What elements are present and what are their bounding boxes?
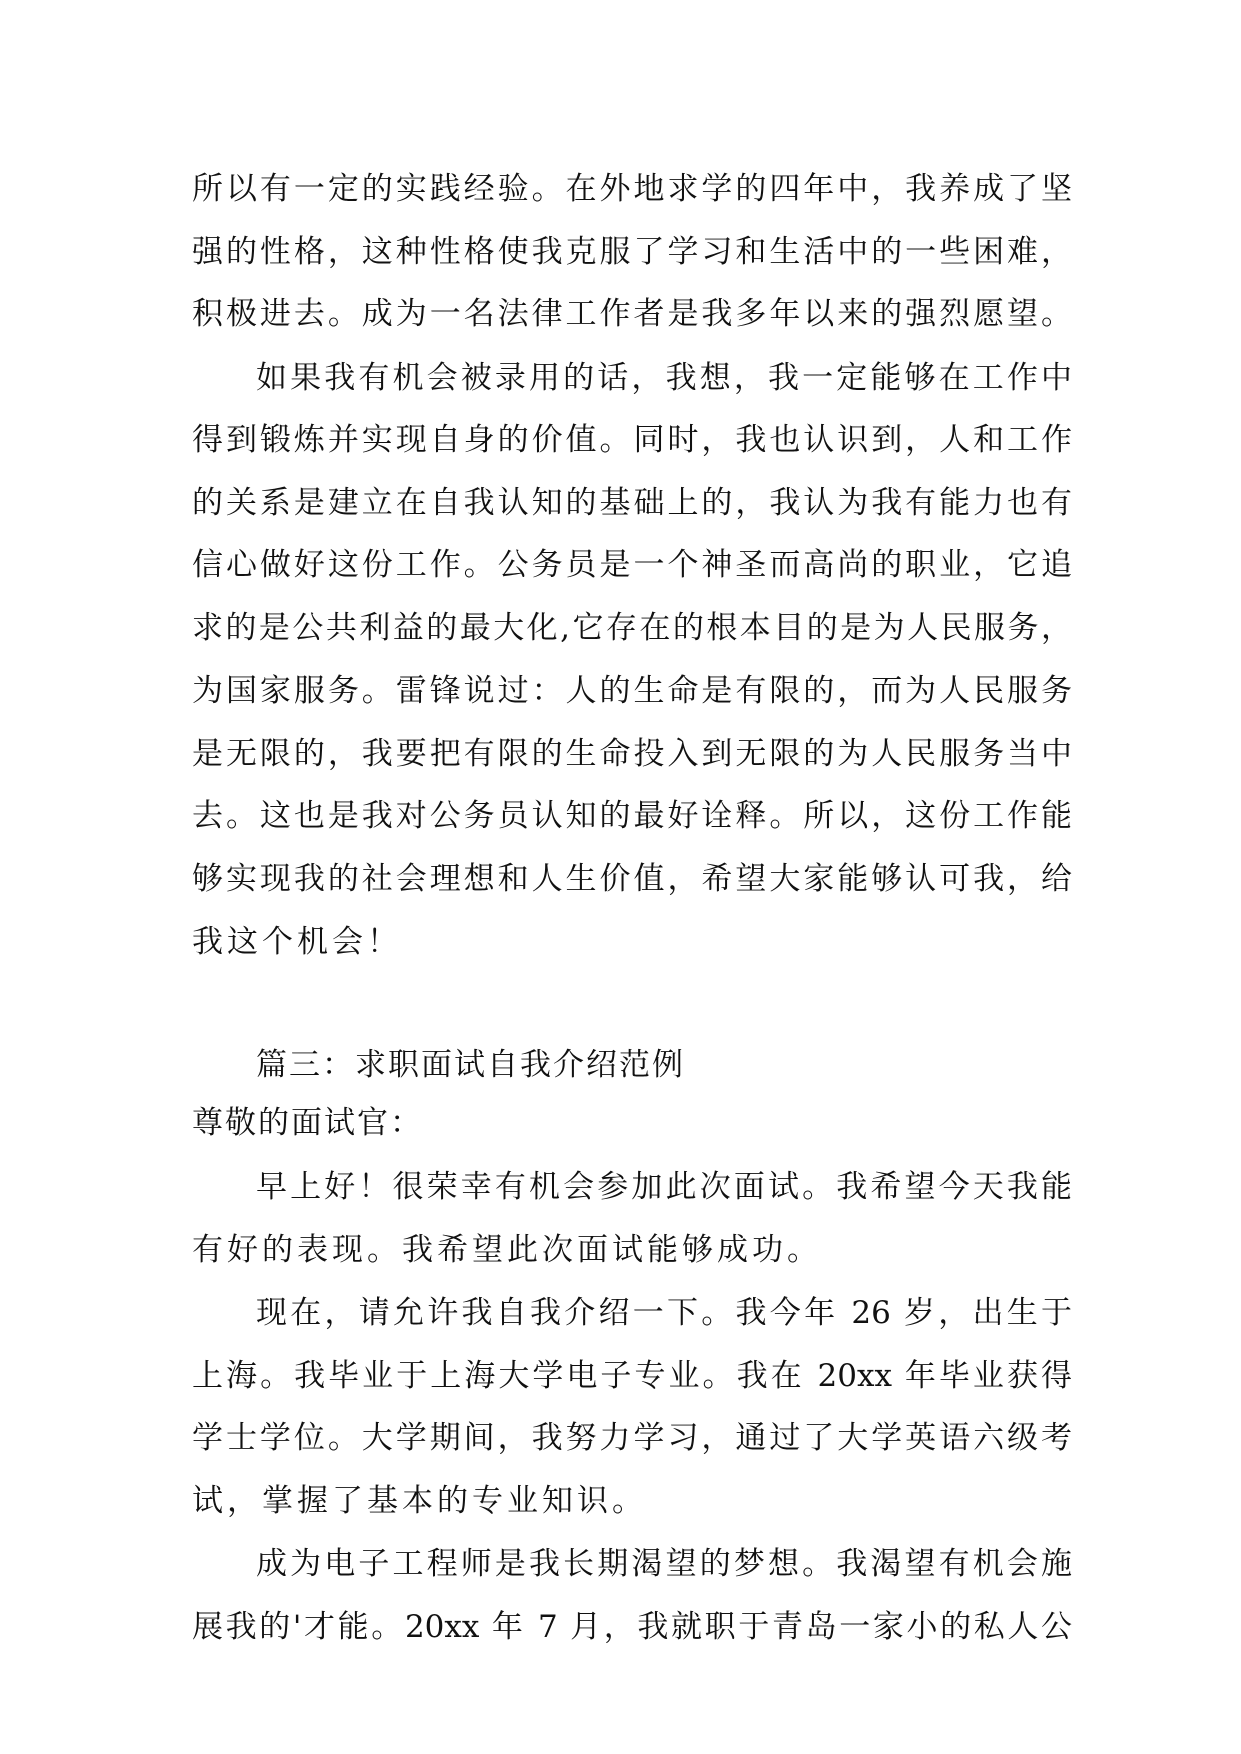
text-line: 积极进去。成为一名法律工作者是我多年以来的强烈愿望。	[192, 296, 1072, 332]
text-line: 为国家服务。雷锋说过：人的生命是有限的，而为人民服务	[192, 673, 1072, 709]
text-line: 有好的表现。我希望此次面试能够成功。	[192, 1232, 822, 1268]
paragraph-first-line: 成为电子工程师是我长期渴望的梦想。我渴望有机会施	[256, 1546, 1072, 1582]
text-line: 上海。我毕业于上海大学电子专业。我在 20xx 年毕业获得	[192, 1358, 1072, 1394]
text-line: 去。这也是我对公务员认知的最好诠释。所以，这份工作能	[192, 798, 1072, 834]
text-line: 得到锻炼并实现自身的价值。同时，我也认识到，人和工作	[192, 422, 1072, 458]
text-line: 信心做好这份工作。公务员是一个神圣而高尚的职业，它追	[192, 547, 1072, 583]
text-line: 学士学位。大学期间，我努力学习，通过了大学英语六级考	[192, 1420, 1072, 1456]
text-line: 的关系是建立在自我认知的基础上的，我认为我有能力也有	[192, 485, 1072, 521]
text-line: 求的是公共利益的最大化,它存在的根本目的是为人民服务，	[192, 610, 1072, 646]
paragraph-first-line: 如果我有机会被录用的话，我想，我一定能够在工作中	[256, 360, 1072, 396]
paragraph-first-line: 现在，请允许我自我介绍一下。我今年 26 岁，出生于	[256, 1295, 1072, 1331]
text-line: 是无限的，我要把有限的生命投入到无限的为人民服务当中	[192, 736, 1072, 772]
text-line: 展我的'才能。20xx 年 7 月，我就职于青岛一家小的私人公	[192, 1609, 1072, 1645]
text-line: 试，掌握了基本的专业知识。	[192, 1483, 647, 1519]
text-line: 我这个机会！	[192, 924, 402, 960]
salutation: 尊敬的面试官：	[192, 1105, 423, 1141]
text-line: 强的性格，这种性格使我克服了学习和生活中的一些困难，	[192, 234, 1072, 270]
section-heading: 篇三：求职面试自我介绍范例	[256, 1047, 685, 1083]
paragraph-first-line: 早上好！很荣幸有机会参加此次面试。我希望今天我能	[256, 1169, 1072, 1205]
text-line: 所以有一定的实践经验。在外地求学的四年中，我养成了坚	[192, 171, 1072, 207]
text-line: 够实现我的社会理想和人生价值，希望大家能够认可我，给	[192, 861, 1072, 897]
